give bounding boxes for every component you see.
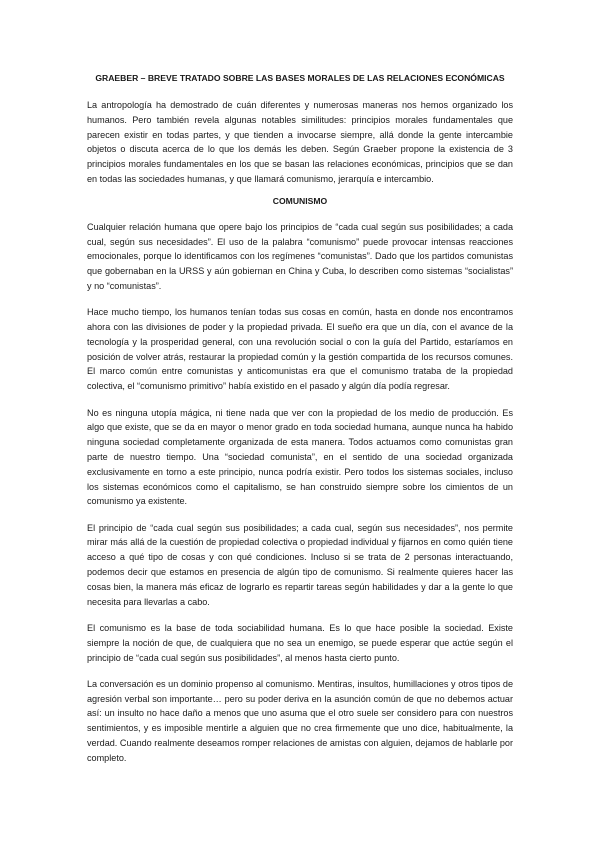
paragraph-2: Hace mucho tiempo, los humanos tenían todas sus cosas en común, hasta en donde nos encontramos ahora con las divisiones de poder y la propiedad privada. El sueño era que un día, con el avance de la tecnología y la prosperidad general, con una revolución social o con la guía del Partido, estaríamos en posición de volver atrás, restaurar la propiedad común y la gestión compartida de los recursos comunes. El marco común entre comunistas y anticomunistas era que el comunismo trataba de la propiedad colectiva, el “comunismo primitivo” había existido en el pasado y algún día podía regresar.: [87, 307, 513, 392]
paragraph-3: No es ninguna utopía mágica, ni tiene nada que ver con la propiedad de los medio de producción. Es algo que existe, que se da en mayor o menor grado en toda sociedad humana, aunque nunca ha habido ninguna sociedad completamente organizada de esta manera. Todos actuamos como comunistas gran parte de nuestro tiempo. Una “sociedad comunista”, en el sentido de una sociedad organizada exclusivamente en torno a este principio, nunca podría existir. Pero todos los sistemas sociales, incluso los sistemas económicos como el capitalismo, se han construido siempre sobre los cimientos de un comunismo ya existente.: [87, 407, 513, 507]
paragraph-4: El principio de “cada cual según sus posibilidades; a cada cual, según sus necesidades”, nos permite mirar más allá de la cuestión de propiedad colectiva o propiedad individual y fijarnos en como quién tiene acceso a qué tipo de cosas y con qué condiciones. Incluso si se trata de 2 personas interactuando, podemos decir que estamos en presencia de algún tipo de comunismo. Si realmente quieres hacer las cosas bien, la manera más eficaz de lograrlo es repartir tareas según habilidades y dar a la gente lo que necesita para llevarlas a cabo.: [87, 522, 513, 607]
intro-paragraph: La antropología ha demostrado de cuán diferentes y numerosas maneras nos hemos organizado los humanos. Pero también revela algunas notables similitudes: principios morales fundamentales que parecen existir en todas partes, y que tienden a invocarse siempre, allá donde la gente intercambie objetos o discuta acerca de lo que los demás les deben. Según Graeber propone la existencia de 3 principios morales fundamentales en los que se basan las relaciones económicas, principios que se dan en todas las sociedades humanas, y que llamará comunismo, jerarquía e intercambio.: [87, 100, 513, 184]
paragraph-5: El comunismo es la base de toda sociabilidad humana. Es lo que hace posible la sociedad. Existe siempre la noción de que, de cualquiera que no sea un enemigo, se puede esperar que actúe según el principio de “cada cual según sus posibilidades”, al menos hasta cierto punto.: [87, 622, 513, 663]
section-heading: COMUNISMO: [272, 195, 328, 206]
document-title: GRAEBER – BREVE TRATADO SOBRE LAS BASES MORALES DE LAS RELACIONES ECONÓMICAS: [95, 73, 505, 83]
paragraph-1: Cualquier relación humana que opere bajo los principios de “cada cual según sus posibilidades; a cada cual, según sus necesidades”. El uso de la palabra “comunismo” puede provocar intensas reacciones emocionales, porque lo identificamos con los regímenes “comunistas”. Dado que los partidos comunistas que gobernaban en la URSS y aún gobiernan en China y Cuba, lo describen como sistemas “socialistas” y no “comunistas”.: [87, 221, 513, 291]
paragraph-6: La conversación es un dominio propenso al comunismo. Mentiras, insultos, humillaciones y otros tipos de agresión verbal son importante… pero su poder deriva en la asunción común de que no debemos actuar así: un insulto no hace daño a menos que uno asuma que el otro suele ser considero para con nuestros sentimientos, y es imposible mentirle a alguien que no crea firmemente que uno dice, habitualmente, la verdad. Cuando realmente deseamos romper relaciones de amistas con alguien, dejamos de hablarle por completo.: [87, 678, 513, 763]
